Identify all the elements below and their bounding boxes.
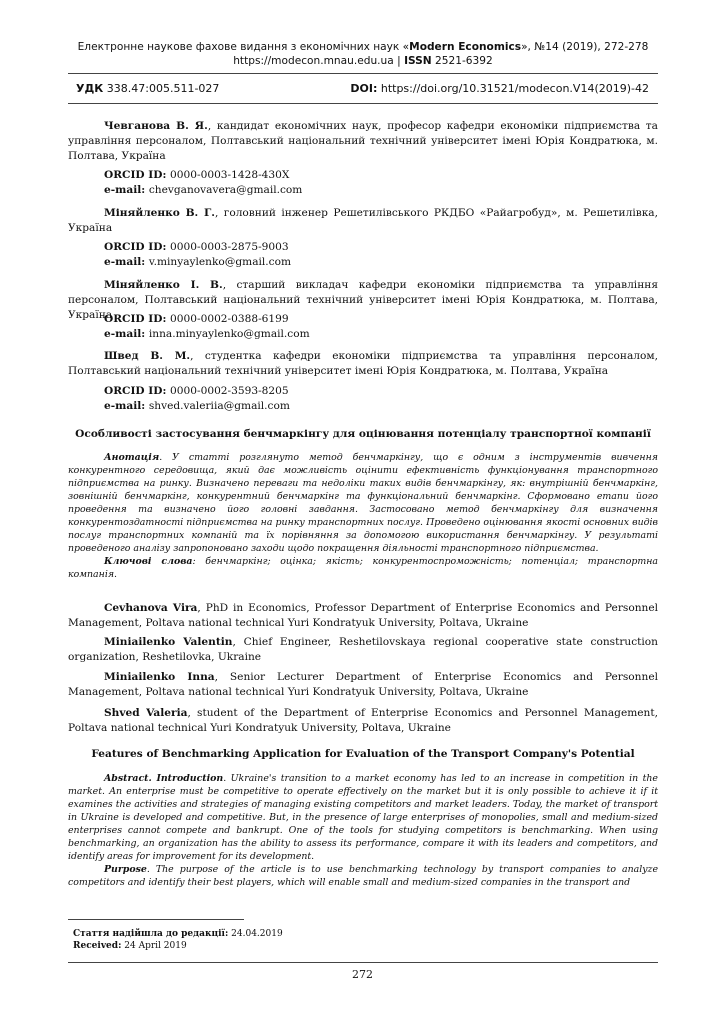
email-line: e-mail: shved.valeriia@gmail.com [104, 399, 290, 412]
issn-value: 2521-6392 [431, 55, 493, 67]
header-line-2: https://modecon.mnau.edu.ua | ISSN 2521-6392 [233, 55, 493, 67]
email-link[interactable]: v.minyaylenko@gmail.com [148, 255, 292, 268]
meta-rule [68, 103, 658, 104]
footnote-received-en: Received: 24 April 2019 [73, 941, 187, 951]
journal-url[interactable]: https://modecon.mnau.edu.ua [233, 55, 394, 67]
email-line: e-mail: inna.minyaylenko@gmail.com [104, 327, 310, 340]
author-ua-1: Чевганова В. Я., кандидат економічних наук, професор кафедри економіки підприємства та управління персоналом, Полтавський національний технічний університет імені Юрія Кондратюка, м. Полтава, Україна [68, 120, 658, 162]
author-en-1: Cevhanova Vira, PhD in Economics, Professor Department of Enterprise Economics and Personnel Management, Poltava national technical Yuri Kondratyuk University, Poltava, Ukraine [68, 602, 658, 629]
abstract-en-purpose: Purpose. The purpose of the article is to use benchmarking technology by transport companies to analyze competitors and identify their best players, which will enable small and medium-sized companies in the transport and [68, 864, 658, 888]
footnote-rule [68, 919, 244, 920]
orcid-line: ORCID ID: 0000-0003-2875-9003 [104, 241, 289, 253]
author-ua-4: Швед В. М., студентка кафедри економіки підприємства та управління персоналом, Полтавський національний технічний університет імені Юрія Кондратюка, м. Полтава, Україна [68, 350, 659, 377]
keywords-ua: Ключові слова: бенчмаркінг; оцінка; якість; конкурентоспроможність; потенціал; транспортна компанія. [68, 556, 658, 580]
author-ua-3: Міняйленко І. В., старший викладач кафедри економіки підприємства та управління персоналом, Полтавський національний технічний університет імені Юрія Кондратюка, м. Полтава, Україна [68, 279, 659, 321]
footer-rule [68, 962, 658, 963]
page-number: 272 [352, 968, 373, 981]
email-line: e-mail: v.minyaylenko@gmail.com [104, 255, 292, 268]
article-title-ua: Особливості застосування бенчмаркінгу для оцінювання потенціалу транспортної компанії [75, 428, 651, 440]
abstract-ua-text: Анотація. У статті розглянуто метод бенчмаркінгу, що є одним з інструментів вивчення конкурентного середовища, який дає можливість оцінити ефективність функціонування транспортного підприємства на ринку. Визначено переваги та недоліки таких видів бенчмаркінгу, як: внутрішній бенчмаркінг, зовнішній бенчмаркінг, конкурентний бенчмаркінг та функціональний бенчмаркінг. Сформовано етапи його проведення та визначено його головні завдання. Застосовано метод бенчмаркінгу для визначення конкурентоздатності підприємства на ринку транспортних послуг. Проведено оцінювання якості основних видів послуг транспортних компаній та їх порівняння за допомогою використання бенчмаркінгу. У результаті проведеного аналізу запропоновано заходи щодо покращення діяльності транспортного підприємства. [68, 452, 658, 554]
orcid-line: ORCID ID: 0000-0002-0388-6199 [104, 313, 289, 325]
email-link[interactable]: inna.minyaylenko@gmail.com [148, 327, 310, 340]
orcid-line: ORCID ID: 0000-0003-1428-430X [104, 169, 290, 181]
email-link[interactable]: chevganovavera@gmail.com [148, 183, 303, 196]
footnote-received-ua: Стаття надійшла до редакції: 24.04.2019 [73, 929, 283, 939]
author-ua-3-ids [104, 312, 310, 341]
author-en-4: Shved Valeria, student of the Department of Enterprise Economics and Personnel Management, Poltava national technical Yuri Kondratyuk University, Poltava, Ukraine [68, 707, 658, 734]
email-link[interactable]: shved.valeriia@gmail.com [148, 399, 290, 412]
abstract-en [68, 772, 658, 889]
doi-link[interactable]: DOI: https://doi.org/10.31521/modecon.V14(2019)-42 [350, 82, 649, 95]
orcid-line: ORCID ID: 0000-0002-3593-8205 [104, 385, 289, 397]
author-ua-4-ids [104, 384, 290, 413]
author-en-2: Miniailenko Valentin, Chief Engineer, Reshetilovskaya regional cooperative state construction organization, Reshetilovka, Ukraine [68, 636, 658, 663]
header-line-1: Електронне наукове фахове видання з економічних наук «Modern Economics», №14 (2019), 272-278 [77, 41, 649, 53]
abstract-en-intro: Abstract. Introduction. Ukraine's transition to a market economy has led to an increase in competition in the market. An enterprise must be competitive to operate effectively on the market but it is only possible to achieve it if it examines the activities and strategies of managing existing competitors and market leaders. Today, the market of transport in Ukraine is developed and competitive. But, in the presence of large enterprises of monopolies, small and medium-sized enterprises cannot compete and bankrupt. One of the tools for studying competitors is benchmarking. When using benchmarking, an organization has the ability to assess its performance, compare it with its leaders and competitors, and identify areas for improvement for its development. [68, 773, 658, 862]
author-ua-2: Міняйленко В. Г., головний інженер Решетилівського РКДБО «Райагробуд», м. Решетилівка, Україна [68, 207, 658, 234]
author-en-3: Miniailenko Inna, Senior Lecturer Department of Enterprise Economics and Personnel Management, Poltava national technical Yuri Kondratyuk University, Poltava, Ukraine [68, 671, 658, 698]
article-title-en: Features of Benchmarking Application for Evaluation of the Transport Company's Potential [91, 748, 635, 760]
journal-header [68, 40, 658, 68]
email-line: e-mail: chevganovavera@gmail.com [104, 183, 303, 196]
journal-name: Modern Economics [409, 41, 522, 53]
header-rule [68, 73, 658, 74]
abstract-ua [68, 451, 658, 581]
author-ua-1-ids [104, 168, 302, 197]
author-ua-2-ids [104, 240, 291, 269]
udk-code: УДК 338.47:005.511-027 [76, 82, 220, 95]
